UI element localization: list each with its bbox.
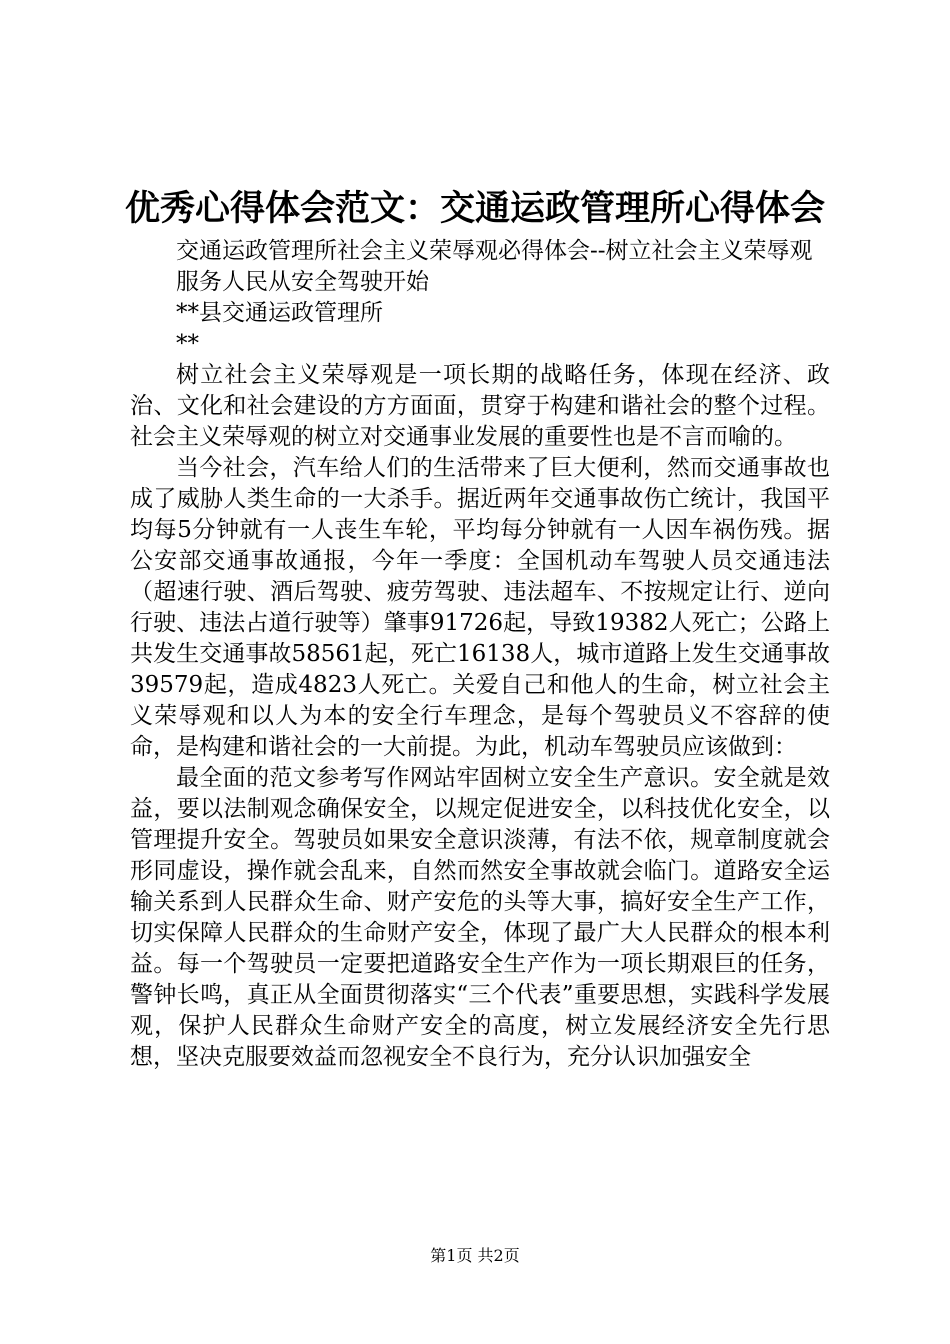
author-line: ** [176, 331, 199, 357]
paragraph: 最全面的范文参考写作网站牢固树立安全生产意识。安全就是效益，要以法制观念确保安全，以规定促进安全，以科技优化安全，以管理提升安全。驾驶员如果安全意识淡薄，有法不依，规章制度就会形同虚设，操作就会乱来，自然而然安全事故就会临门。道路安全运输关系到人民群众生命、财产安危的头等大事，搞好安全生产工作，切实保障人民群众的生命财产安全，体现了最广大人民群众的根本利益。每一个驾驶员一定要把道路安全生产作为一项长期艰巨的任务，警钟长鸣，真正从全面贯彻落实“三个代表”重要思想，实践科学发展观，保护人民群众生命财产安全的高度，树立发展经济安全先行思想，坚决克服要效益而忽视安全不良行为，充分认识加强安全 [130, 765, 830, 1070]
paragraph: 树立社会主义荣辱观是一项长期的战略任务，体现在经济、政治、文化和社会建设的方方面面，贯穿于构建和谐社会的整个过程。社会主义荣辱观的树立对交通事业发展的重要性也是不言而喻的。 [130, 362, 830, 450]
paragraph: 当今社会，汽车给人们的生活带来了巨大便利，然而交通事故也成了威胁人类生命的一大杀手。据近两年交通事故伤亡统计，我国平均每5分钟就有一人丧生车轮，平均每分钟就有一人因车祸伤残。据公安部交通事故通报，今年一季度：全国机动车驾驶人员交通违法（超速行驶、酒后驾驶、疲劳驾驶、违法超车、不按规定让行、逆向行驶、违法占道行驶等）肇事91726起，导致19382人死亡；公路上共发生交通事故58561起，死亡16138人，城市道路上发生交通事故39579起，造成4823人死亡。关爱自己和他人的生命，树立社会主义荣辱观和以人为本的安全行车理念，是每个驾驶员义不容辞的使命，是构建和谐社会的一大前提。为此，机动车驾驶员应该做到： [130, 455, 830, 760]
page-number-footer: 第1页 共2页 [430, 1246, 520, 1265]
document-title: 优秀心得体会范文：交通运政管理所心得体会 [124, 188, 825, 229]
heading-line: 服务人民从安全驾驶开始 [176, 269, 429, 295]
document-body [130, 236, 830, 1073]
subtitle-line: 交通运政管理所社会主义荣辱观必得体会--树立社会主义荣辱观 [176, 238, 813, 264]
organization-line: **县交通运政管理所 [176, 300, 383, 326]
